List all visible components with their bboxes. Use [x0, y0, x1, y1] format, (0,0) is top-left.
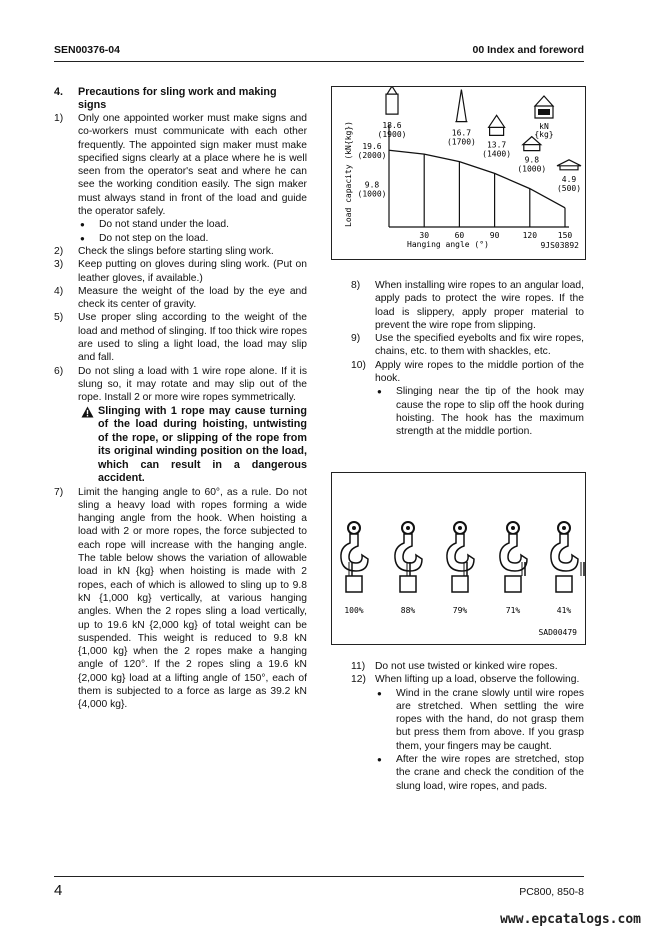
x-tick-label: 60	[454, 231, 465, 240]
item-number: 6)	[54, 365, 64, 377]
bullet-text: After the wire ropes are stretched, stop the crane and check the condition of the slung load, wire ropes, and pads.	[396, 754, 584, 792]
item-number: 4)	[54, 285, 64, 297]
list-item	[54, 486, 307, 712]
item-text: Use proper sling according to the weight of the load and method of slinging. If too thick wire ropes are used to sling a light load, the load may slip and fall.	[78, 312, 307, 364]
load-capacity-chart	[331, 86, 586, 260]
list-item	[54, 258, 307, 285]
bullet-item	[375, 687, 584, 753]
item-text: Only one appointed worker must make signs and co-workers must communicate with each other frequently. The appointed sign maker must make specified signs clearly at a place where he is well seen from the operator's seat and where he can see the working condition easily. The sign maker must always stand in front of the load and guide the operator safely.	[78, 113, 307, 218]
item-number: 1)	[54, 113, 64, 124]
header-rule	[54, 61, 584, 62]
item-number: 8)	[351, 280, 361, 291]
point-label-kg: (1900)	[377, 130, 407, 140]
item-text: Do not use twisted or kinked wire ropes.	[375, 661, 558, 672]
hook-diagram	[395, 522, 422, 592]
list-item	[54, 112, 307, 245]
doc-code: SEN00376-04	[54, 44, 120, 56]
item-text: Apply wire ropes to the middle portion of the hook.	[375, 359, 584, 385]
item-text: Use the specified eyebolts and fix wire ropes, chains, etc. to them with shackles, etc.	[375, 333, 584, 358]
sling-angle-icon	[489, 115, 505, 135]
point-label-kg: (500)	[556, 183, 582, 193]
list-item	[54, 365, 307, 486]
hook-diagram	[551, 522, 584, 592]
bullet-item	[78, 232, 307, 245]
point-label-value: 13.7	[486, 140, 507, 150]
bullet-text: Wind in the crane slowly until wire ropes are stretched. When settling the wire ropes with the hand, do not grasp them but press them from above. If you grasp them, your fingers may be caught.	[396, 687, 584, 752]
list-item	[351, 673, 584, 793]
point-label-value: 16.7	[451, 128, 472, 138]
x-tick-label: 30	[419, 231, 430, 240]
item-number: 5)	[54, 312, 64, 324]
warning-note	[78, 405, 307, 486]
x-tick-label: 150	[557, 231, 573, 240]
sling-angle-icon	[557, 160, 581, 170]
y-tick-value: 19.6	[362, 142, 382, 152]
sling-angle-icon	[386, 87, 398, 114]
list-item	[351, 279, 584, 332]
load-capacity-chart-svg	[332, 87, 585, 259]
item-text: Limit the hanging angle to 60°, as a rule. Do not sling a heavy load with ropes forming a wide hanging angle from the hook. When hoisting a load with 2 or more ropes, the force subjected to each rope will increase with the hanging angle. The table below shows the variation of allowable load in kN {kg} when hoisting is made with 2 ropes, each of which is allowed to sling up to 9.8 kN {1,000 kg} vertically, at various hanging angles. When the 2 ropes sling a load vertically, up to 19.6 kN {2,000 kg} of total weight can be suspended. This weight is reduced to 9.8 kN {1,000 kg} when the 2 ropes make a hanging angle of 120°. If the 2 ropes sling a 19.6 kN {2,000 kg} load at a lifting angle of 150°, each of them is subjected to a force as large as 39.2 kN {4,000 kg}.	[78, 486, 307, 711]
hook-strength-percent: 79%	[452, 606, 468, 615]
point-label-kg: (1700)	[446, 137, 476, 147]
item-text: Do not sling a load with 1 wire rope alone. If it is slung so, it may rotate and may slip out of the rope. Install 2 or more wire ropes symmetrically.	[78, 365, 307, 404]
list-item	[54, 311, 307, 364]
bullet-text: Slinging near the tip of the hook may cause the rope to slip off the hook during hoisting. The hook has the maximum strength at the middle portion.	[396, 386, 584, 438]
left-list	[54, 112, 307, 712]
hook-strength-percent: 100%	[344, 606, 364, 615]
item-number: 9)	[351, 333, 361, 345]
unit-label-kg: {kg}	[534, 130, 554, 139]
hook-diagram	[447, 522, 474, 592]
x-tick-label: 90	[489, 231, 500, 240]
item-text: When lifting up a load, observe the following.	[375, 674, 580, 686]
bullet-item	[78, 218, 307, 231]
warning-text: Slinging with 1 rope may cause turning of the load during hoisting, untwisting of the rope, or slipping of the rope from its original winding position on the load, which can result in a dangerous accident.	[98, 404, 307, 485]
unit-legend-icon	[535, 96, 553, 118]
x-axis-label: Hanging angle (°)	[407, 240, 489, 249]
list-item	[351, 332, 584, 359]
point-label-value: 4.9	[561, 174, 577, 184]
item-text: Keep putting on gloves during sling work. (Put on leather gloves, if available.)	[78, 259, 307, 284]
point-label-kg: (1000)	[517, 164, 547, 174]
list-item	[54, 245, 307, 258]
section-title: 00 Index and foreword	[472, 44, 584, 56]
bullet-icon: ●	[377, 755, 382, 765]
y-axis-label: Load capacity (kN{kg})	[344, 121, 353, 227]
hook-diagram	[500, 522, 527, 592]
chart-figure-code: 9JS03892	[540, 241, 579, 250]
item-text: Measure the weight of the load by the eye and check its center of gravity.	[78, 285, 307, 311]
point-label-value: 18.6	[382, 121, 402, 131]
item-number: 3)	[54, 259, 64, 271]
bullet-text: Do not step on the load.	[99, 232, 209, 244]
right-column-top	[351, 279, 584, 439]
bullet-text: Do not stand under the load.	[99, 219, 229, 231]
watermark-url: www.epcatalogs.com	[500, 912, 641, 927]
point-label-kg: (1400)	[482, 149, 512, 159]
unit-label-kn: kN	[539, 122, 549, 131]
bullet-icon: ●	[80, 233, 85, 243]
hook-angle-figure	[331, 472, 586, 645]
model-name: PC800, 850-8	[519, 886, 584, 898]
item-number: 11)	[351, 661, 366, 672]
warning-icon	[81, 406, 94, 418]
section-heading-text: Precautions for sling work and making signs	[78, 86, 277, 111]
item-number: 2)	[54, 245, 64, 257]
x-tick-label: 120	[522, 231, 538, 240]
item-number: 10)	[351, 359, 366, 371]
point-label-value: 9.8	[524, 155, 540, 165]
y-tick-value: 9.8	[364, 180, 380, 190]
hook-angle-figure-svg	[332, 473, 585, 644]
list-item	[351, 660, 584, 673]
hook-strength-percent: 88%	[400, 606, 416, 615]
right-list-a	[351, 279, 584, 439]
y-tick-kg: (2000)	[357, 151, 387, 161]
bullet-icon: ●	[80, 220, 85, 230]
page-number: 4	[54, 882, 63, 899]
item-text: When installing wire ropes to an angular load, apply pads to protect the wire ropes. If the load is slippery, apply proper material to prevent the wire rope from slipping.	[375, 280, 584, 331]
right-list-b	[351, 660, 584, 793]
bullet-item	[375, 385, 584, 438]
right-column-bottom	[351, 660, 584, 793]
list-item	[351, 359, 584, 439]
left-column	[54, 86, 307, 712]
hook-strength-percent: 41%	[556, 606, 572, 615]
item-number: 7)	[54, 486, 64, 498]
y-tick-kg: (1000)	[357, 189, 387, 199]
hook-figure-code: SAD00479	[538, 628, 577, 637]
bullet-icon: ●	[377, 688, 382, 698]
footer-rule	[54, 876, 584, 877]
sling-angle-icon	[455, 90, 467, 122]
section-heading	[54, 86, 307, 111]
item-text: Check the slings before starting sling work.	[78, 245, 274, 257]
bullet-icon: ●	[377, 387, 382, 397]
hook-strength-percent: 71%	[505, 606, 521, 615]
hook-diagram	[341, 522, 368, 592]
section-number: 4.	[54, 86, 64, 98]
item-number: 12)	[351, 674, 366, 686]
list-item	[54, 285, 307, 312]
bullet-item	[375, 753, 584, 793]
